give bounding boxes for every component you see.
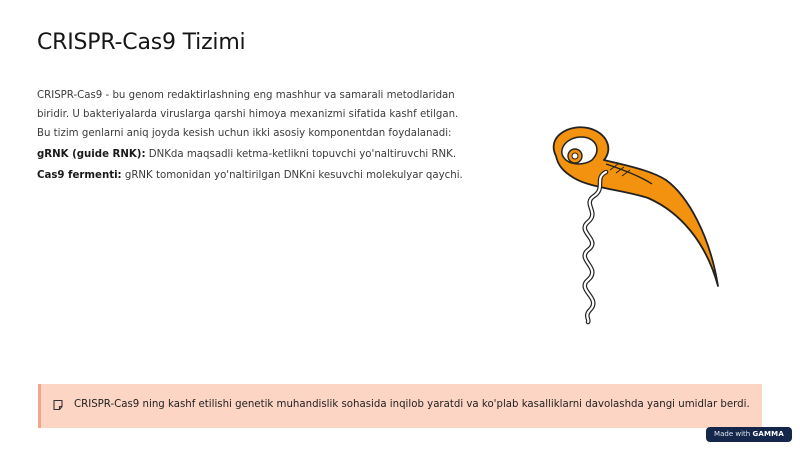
page-title: CRISPR-Cas9 Tizimi [37, 30, 246, 55]
note-icon [52, 399, 64, 411]
term-cas9-label: Cas9 fermenti: [37, 170, 122, 181]
term-cas9 [37, 169, 463, 183]
term-cas9-definition: gRNK tomonidan yo'naltirilgan DNKni kesuvchi molekulyar qaychi. [121, 170, 463, 181]
callout-text: CRISPR-Cas9 ning kashf etilishi genetik muhandislik sohasida inqilob yaratdi va ko'plab kasalliklarni davolashda yangi umidlar berdi. [74, 399, 750, 410]
callout-box [38, 384, 762, 428]
made-with-gamma-badge[interactable] [706, 427, 792, 442]
badge-brand: GAMMA [752, 430, 784, 438]
crispr-cas9-illustration [528, 118, 728, 328]
term-grnk-label: gRNK (guide RNK): [37, 149, 146, 160]
intro-paragraph: CRISPR-Cas9 - bu genom redaktirlashning eng mashhur va samarali metodlaridan biridir. U bakteriyalarda viruslarga qarshi himoya mexanizmi sifatida kashf etilgan. Bu tizim genlarni aniq joyda kesish uchun ikki asosiy komponentdan foydalanadi: [37, 90, 459, 139]
badge-prefix: Made with [714, 430, 753, 438]
term-grnk [37, 148, 456, 162]
term-grnk-definition: DNKda maqsadli ketma-ketlikni topuvchi yo'naltiruvchi RNK. [145, 149, 457, 160]
